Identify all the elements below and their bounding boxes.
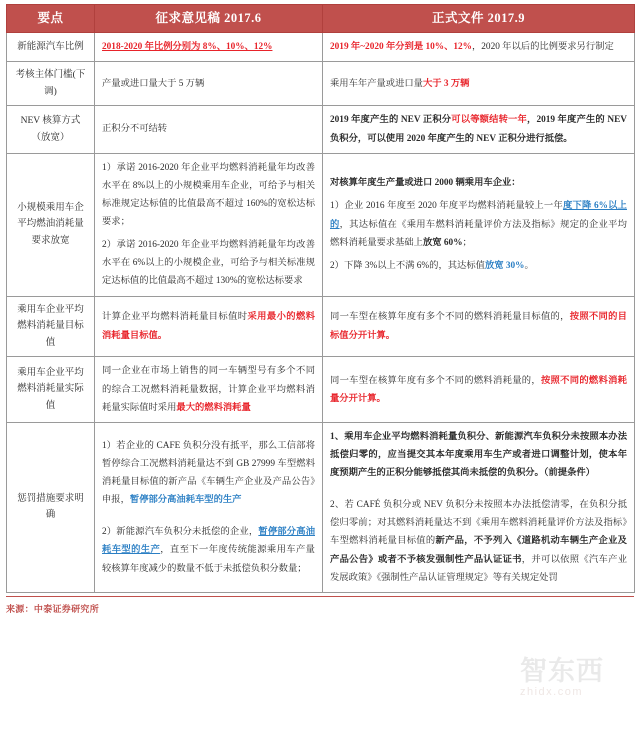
text-run-plain: 2）新能源汽车负积分未抵偿的企业， <box>102 527 259 538</box>
cell-draft <box>95 62 323 106</box>
cell-final <box>323 106 635 153</box>
watermark-url: zhidx.com <box>520 686 584 698</box>
cell-final <box>323 357 635 422</box>
text-run-red: 可以等额结转一年 <box>451 115 527 126</box>
draft-paragraph <box>102 362 315 416</box>
table-row <box>7 422 635 592</box>
row-key-label: 考核主体门槛(下调) <box>7 62 95 106</box>
draft-paragraph <box>102 523 315 577</box>
text-run-plain: 2）下降 3%以上不满 6%的，其达标值 <box>330 260 485 271</box>
text-run-blue-u: 度下降 6%以上的 <box>330 201 627 230</box>
policy-comparison-table <box>6 4 635 593</box>
column-header-draft: 征求意见稿 2017.6 <box>95 5 323 33</box>
text-run-plain: 1）企业 2016 年度至 2020 年度平均燃料消耗量较上一年 <box>330 201 563 212</box>
text-run-bold: ，2019 年度产生的 NEV 负积分，可以使用 2020 年度产生的 NEV 正积分进行抵偿。 <box>330 115 627 144</box>
text-run-plain: 同一企业在市场上销售的同一车辆型号有多个不同的综合工况燃料消耗量数据，计算企业平均燃料消耗量实际值时采用 <box>102 366 315 413</box>
cell-draft <box>95 357 323 422</box>
cell-draft <box>95 422 323 592</box>
text-run-plain: ，其达标值在《乘用车燃料消耗量评价方法及指标》规定的企业平均燃料消耗量要求基础上 <box>330 219 627 248</box>
draft-paragraph <box>102 75 315 93</box>
cell-draft <box>95 106 323 153</box>
draft-paragraph <box>102 437 315 510</box>
final-paragraph <box>330 428 627 482</box>
draft-paragraph <box>102 38 315 56</box>
text-run-red-u: 2018-2020 年比例分别为 8%、10%、12% <box>102 42 273 52</box>
table-row <box>7 33 635 62</box>
watermark <box>520 658 632 714</box>
final-paragraph <box>330 257 627 275</box>
text-run-plain: 同一车型在核算年度有多个不同的燃料消耗量的， <box>330 375 541 386</box>
final-paragraph <box>330 308 627 344</box>
text-run-plain: ，并可以依照《汽车产业发展政策》《强制性产品认证管理规定》等有关规定处罚 <box>330 554 627 583</box>
text-run-blue: 放宽 30% <box>484 260 525 271</box>
table-header-row <box>7 5 635 33</box>
source-divider <box>6 596 634 597</box>
table-row <box>7 296 635 357</box>
text-run-red: 2019 年~2020 年分到是 10%、12% <box>330 42 472 52</box>
final-paragraph <box>330 75 627 93</box>
draft-paragraph <box>102 120 315 138</box>
final-paragraph <box>330 38 627 56</box>
row-key-label: 乘用车企业平均燃料消耗量实际值 <box>7 357 95 422</box>
text-run-plain: 计算企业平均燃料消耗量目标值时 <box>102 312 248 323</box>
final-paragraph <box>330 372 627 408</box>
final-paragraph <box>330 111 627 147</box>
text-run-plain: ； <box>462 237 472 248</box>
cell-draft <box>95 296 323 357</box>
text-run-plain: 乘用车年产量或进口量 <box>330 78 423 89</box>
table-row <box>7 106 635 153</box>
text-run-red: 采用最小的燃料消耗量目标值。 <box>102 312 315 341</box>
row-key-label: 小规模乘用车企平均燃油消耗量要求放宽 <box>7 153 95 296</box>
text-run-plain: ，直至下一年度传统能源乘用车产量较核算年度减少的数量不低于未抵偿负积分数量； <box>102 545 315 574</box>
draft-paragraph <box>102 308 315 344</box>
cell-final <box>323 153 635 296</box>
text-run-plain: 2）承诺 2016-2020 年企业平均燃料消耗量年均改善水平在 6%以上的小规模企业，可给予与相关标准规定达标值的比值最高不超过 130%的宽松达标要求 <box>102 240 315 287</box>
table-row <box>7 62 635 106</box>
text-run-plain: 2、若 CAFÉ 负积分或 NEV 负积分未按照本办法抵偿清零，在负积分抵偿归零前；对其燃料消耗量达不到《乘用车燃料消耗量评价方法及指标》车型燃料消耗量目标值的 <box>330 500 627 547</box>
cell-draft <box>95 153 323 296</box>
text-run-red: 按照不同的目标值分开计算。 <box>330 312 627 341</box>
draft-paragraph <box>102 236 315 290</box>
text-run-red: 按照不同的燃料消耗量分开计算。 <box>330 375 627 404</box>
table-body <box>7 33 635 593</box>
draft-paragraph <box>102 159 315 232</box>
cell-draft <box>95 33 323 62</box>
table-row <box>7 153 635 296</box>
text-run-plain: ，2020 年以后的比例要求另行制定 <box>471 42 614 52</box>
cell-final <box>323 33 635 62</box>
table-header <box>7 5 635 33</box>
text-run-bold: 2019 年度产生的 NEV 正积分 <box>330 115 452 126</box>
cell-final <box>323 62 635 106</box>
text-run-plain: 1）承诺 2016-2020 年企业平均燃料消耗量年均改善水平在 8%以上的小规模乘用车企业，可给予与相关标准规定达标值的比值最高不超过 160%的宽松达标要求； <box>102 162 315 227</box>
final-paragraph <box>330 496 627 587</box>
row-key-label: NEV 核算方式（放宽） <box>7 106 95 153</box>
text-run-bold: 对核算年度生产量或进口 2000 辆乘用车企业： <box>330 178 521 189</box>
text-run-bold: 新产品，不予列入《道路机动车辆生产企业及产品公告》或者不予核发强制性产品认证证书 <box>330 536 627 565</box>
row-key-label: 新能源汽车比例 <box>7 33 95 62</box>
text-run-blue: 暂停部分高油耗车型的生产 <box>129 495 242 506</box>
table-row <box>7 357 635 422</box>
final-paragraph <box>330 174 627 192</box>
text-run-red: 大于 3 万辆 <box>422 78 470 89</box>
text-run-blue-u: 暂停部分高油耗车型的生产 <box>102 527 315 556</box>
text-run-bold: 1、乘用车企业平均燃料消耗量负积分、新能源汽车负积分未按照本办法抵偿归零的，应当提交其本年度乘用车生产或者进口调整计划，使本年度预期产生的正积分能够抵偿其尚未抵偿的负积分。（前提条件） <box>330 431 627 479</box>
column-header-final: 正式文件 2017.9 <box>323 5 635 33</box>
column-header-key: 要点 <box>7 5 95 33</box>
text-run-red: 最大的燃料消耗量 <box>176 402 251 413</box>
text-run-plain: 1）若企业的 CAFE 负积分没有抵平，那么工信部将暂停综合工况燃料消耗量达不到 GB 27999 车型燃料消耗量目标值的新产品《车辆生产企业及产品公告》申报， <box>102 440 315 506</box>
row-key-label: 惩罚措施要求明确 <box>7 422 95 592</box>
cell-final <box>323 422 635 592</box>
cell-final <box>323 296 635 357</box>
source-note: 来源：中泰证券研究所 <box>6 603 100 614</box>
text-run-plain: 同一车型在核算年度有多个不同的燃料消耗量目标值的， <box>330 312 570 323</box>
final-paragraph <box>330 197 627 251</box>
text-run-plain: 产量或进口量大于 5 万辆 <box>102 78 205 89</box>
row-key-label: 乘用车企业平均燃料消耗量目标值 <box>7 296 95 357</box>
text-run-plain: 。 <box>524 260 534 271</box>
watermark-logo-text: 智东西 <box>520 656 604 687</box>
text-run-bold: 放宽 60% <box>422 237 463 248</box>
text-run-plain: 正积分不可结转 <box>102 124 168 135</box>
